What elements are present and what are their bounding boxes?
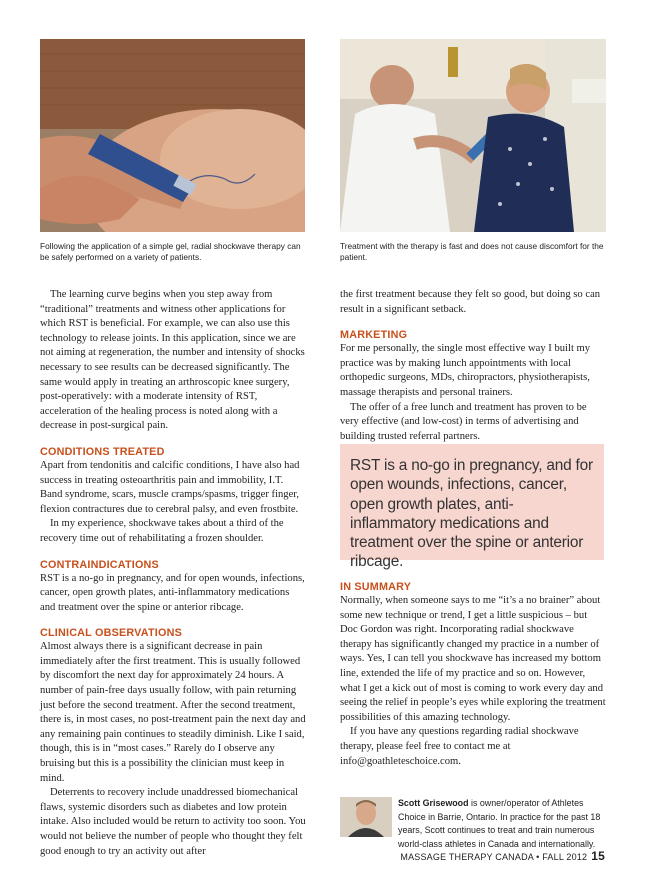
heading-in-summary: IN SUMMARY (340, 581, 412, 593)
photo-shoulder-treatment (40, 39, 305, 232)
page-number: 15 (591, 849, 605, 863)
photo-knee-treatment (340, 39, 606, 232)
pull-quote-text: RST is a no-go in pregnancy, and for open wounds, infections, cancer, open growth plates, anti-inflammatory medications and treatment over the spine or anterior ribcage. (350, 457, 593, 571)
right-paragraph-4: Normally, when someone says to me “it’s a no brainer” about some new technique or trend, I get a little suspicious – but Doc Gordon was right. Incorporating radial shockwave therapy has significantly changed my practice in a number of ways. Yes, I can tell you shockwave has increased my bottom line, extended the life of my practice and so on. However, what I get a kick out of most is coming to work every day and seeing the relief in people’s eyes while exploring the treatment possibilities of this amazing technology. (340, 595, 606, 723)
pull-quote-box (340, 444, 604, 571)
left-paragraph-6: Deterrents to recovery include unaddressed biomechanical flaws, systemic disorders such as diabetes and low protein intake. Also included would be return to activity too soon. You would not believe the number of people who thought they felt good enough to try an activity out after (40, 787, 306, 857)
right-paragraph-2: For me personally, the single most effective way I built my practice was by making lunch appointments with local orthopedic surgeons, MDs, chiropractors, physiotherapists, massage therapists and personal trainers. (340, 343, 591, 398)
left-paragraph-5: Almost always there is a significant decrease in pain immediately after the first treatment. This is usually followed by discomfort the next day for approximately 24 hours. A number of pain-free days usually follow, with pain returning just before the second treatment. After the second treatment, there is, in most cases, no post-treatment pain the next day and any remaining pain continues to steadily diminish. Like I said, though, this is in “most cases.” Rarely do I observe any bruising but this is a possibility the clinician must keep in mind. (40, 641, 306, 784)
heading-contraindications: CONTRAINDICATIONS (40, 558, 159, 571)
heading-clinical-observations: CLINICAL OBSERVATIONS (40, 627, 182, 640)
right-column-bottom (340, 580, 606, 769)
right-paragraph-3: The offer of a free lunch and treatment has proven to be very effective (and low-cost) in terms of advertising and building trusted referral partners. (340, 401, 587, 442)
left-paragraph-1: The learning curve begins when you step away from “traditional” treatments and witness other applications for which RST is beneficial. For example, we can also use this technology to release joints. In this application, since we are not aiming at regeneration, the number and intensity of shocks necessary to see results can be decreased significantly. The same would apply in treating an arthroscopic knee surgery, post-operatively: with a moderate intensity of RST, acceleration of the healing process is noted along with a decrease in post-surgical pain. (40, 289, 305, 432)
left-paragraph-3: In my experience, shockwave takes about a third of the recovery time out of rehabilitating a frozen shoulder. (40, 518, 284, 544)
right-paragraph-5: If you have any questions regarding radial shockwave therapy, please feel free to contact me at info@goathleteschoice.com. (340, 726, 579, 767)
heading-marketing: MARKETING (340, 329, 408, 342)
right-column-top (340, 288, 606, 444)
page-footer (400, 849, 605, 863)
caption-left: Following the application of a simple gel, radial shockwave therapy can be safely performed on a variety of patients. (40, 241, 301, 262)
author-bio (398, 797, 608, 851)
author-name: Scott Grisewood (398, 798, 469, 808)
author-photo (340, 797, 392, 837)
publication-name: MASSAGE THERAPY CANADA • FALL 2012 (400, 852, 588, 862)
left-paragraph-2: Apart from tendonitis and calcific conditions, I have also had success in treating osteoarthritis pain and immobility, I.T. Band syndrome, scars, muscle cramps/spasms, trigger finger, flexion contractures due to cerebral palsy, and even frostbite. (40, 459, 300, 515)
photo-shoulder-illustration (40, 39, 305, 232)
caption-right: Treatment with the therapy is fast and does not cause discomfort for the patient. (340, 241, 604, 262)
photo-patient-illustration (340, 39, 606, 232)
heading-conditions-treated: CONDITIONS TREATED (40, 445, 165, 458)
author-portrait-illustration (340, 797, 392, 837)
right-paragraph-1: the first treatment because they felt so good, but doing so can result in a significant setback. (340, 289, 601, 315)
left-column (40, 288, 306, 859)
left-paragraph-4: RST is a no-go in pregnancy, and for open wounds, infections, cancer, open growth plates, anti-inflammatory medications and treatment over the spine or anterior ribcage. (40, 572, 305, 613)
author-bio-text: is owner/operator of Athletes Choice in Barrie, Ontario. In practice for the past 18 years, Scott continues to treat and train numerous world-class athletes in Canada and internationally. (398, 798, 601, 849)
